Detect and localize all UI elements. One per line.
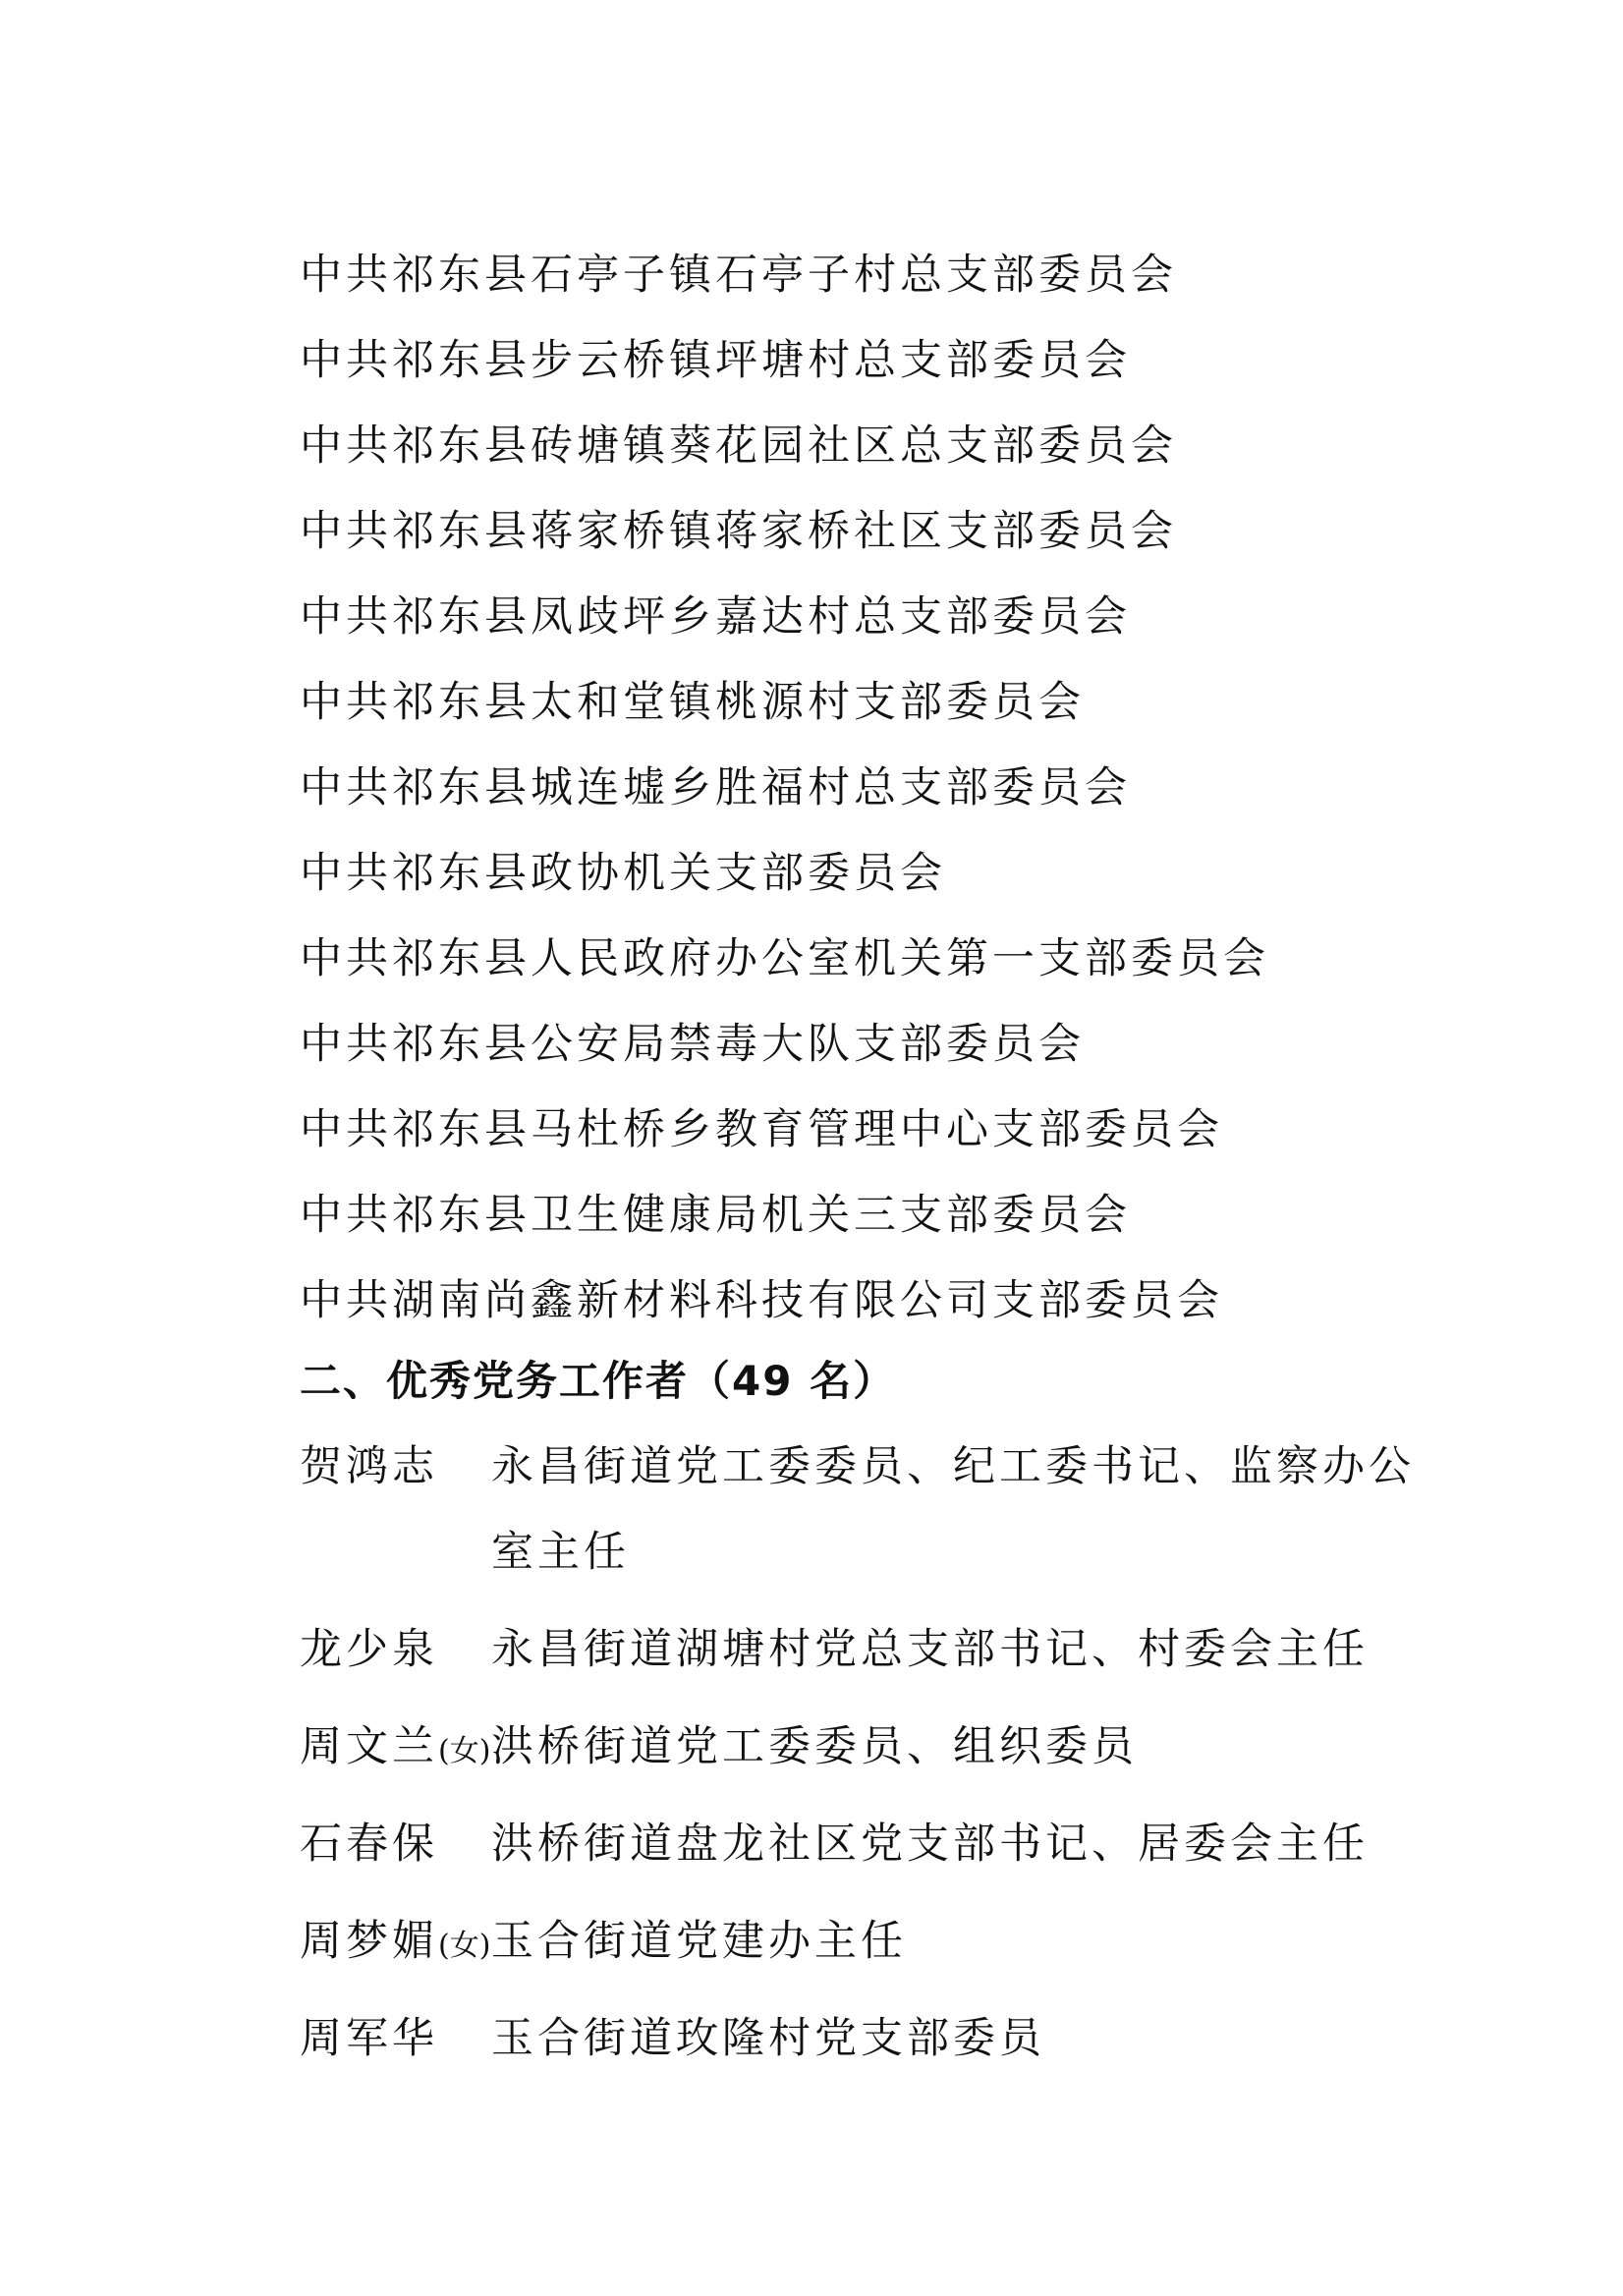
organization-item: 中共祁东县政协机关支部委员会: [300, 849, 946, 898]
organization-item: 中共祁东县马杜桥乡教育管理中心支部委员会: [300, 1105, 1223, 1154]
person-duty: 玉合街道党建办主任: [491, 1917, 907, 1966]
organization-list: [300, 244, 1269, 1355]
gender-note: (女): [438, 1734, 491, 1768]
organization-item: 中共祁东县蒋家桥镇蒋家桥社区支部委员会: [300, 507, 1177, 556]
person-name: [300, 2007, 491, 2075]
organization-item: 中共祁东县公安局禁毒大队支部委员会: [300, 1020, 1085, 1069]
person-name-text: 周文兰: [300, 1722, 438, 1771]
person-name-text: 贺鸿志: [300, 1442, 438, 1491]
person-name-text: 龙少泉: [300, 1625, 438, 1674]
person-name-text: 周梦媚: [300, 1917, 438, 1966]
organization-item: 中共祁东县砖塘镇葵花园社区总支部委员会: [300, 421, 1177, 471]
person-row: [300, 2007, 1429, 2082]
organization-item: 中共湖南尚鑫新材料科技有限公司支部委员会: [300, 1276, 1223, 1325]
person-duty: 洪桥街道盘龙社区党支部书记、居委会主任: [491, 1820, 1369, 1869]
person-name: [300, 1435, 491, 1503]
person-duty: 洪桥街道党工委委员、组织委员: [491, 1722, 1138, 1771]
person-row: [300, 1715, 1429, 1790]
person-duty: 永昌街道党工委委员、纪工委书记、监察办公室主任: [491, 1442, 1415, 1577]
organization-item: 中共祁东县凤歧坪乡嘉达村总支部委员会: [300, 592, 1131, 642]
organization-item: 中共祁东县石亭子镇石亭子村总支部委员会: [300, 251, 1177, 300]
organization-item: 中共祁东县卫生健康局机关三支部委员会: [300, 1191, 1131, 1240]
organization-item: 中共祁东县人民政府办公室机关第一支部委员会: [300, 934, 1269, 983]
person-duty: 永昌街道湖塘村党总支部书记、村委会主任: [491, 1625, 1369, 1674]
person-name-text: 石春保: [300, 1820, 438, 1869]
person-row: [300, 1910, 1429, 1985]
person-row: [300, 1435, 1429, 1596]
organization-item: 中共祁东县城连墟乡胜福村总支部委员会: [300, 763, 1131, 812]
person-name: [300, 1618, 491, 1686]
person-name-text: 周军华: [300, 2014, 438, 2063]
section-heading: 二、优秀党务工作者（49 名）: [300, 1357, 897, 1405]
people-list: [300, 1435, 1429, 2104]
organization-item: 中共祁东县步云桥镇坪塘村总支部委员会: [300, 336, 1131, 385]
person-row: [300, 1618, 1429, 1693]
person-name: [300, 1813, 491, 1880]
person-name: [300, 1715, 491, 1783]
gender-note: (女): [438, 1929, 491, 1963]
organization-item: 中共祁东县太和堂镇桃源村支部委员会: [300, 678, 1085, 727]
person-name: [300, 1910, 491, 1978]
person-row: [300, 1813, 1429, 1887]
person-duty: 玉合街道玫隆村党支部委员: [491, 2014, 1045, 2063]
